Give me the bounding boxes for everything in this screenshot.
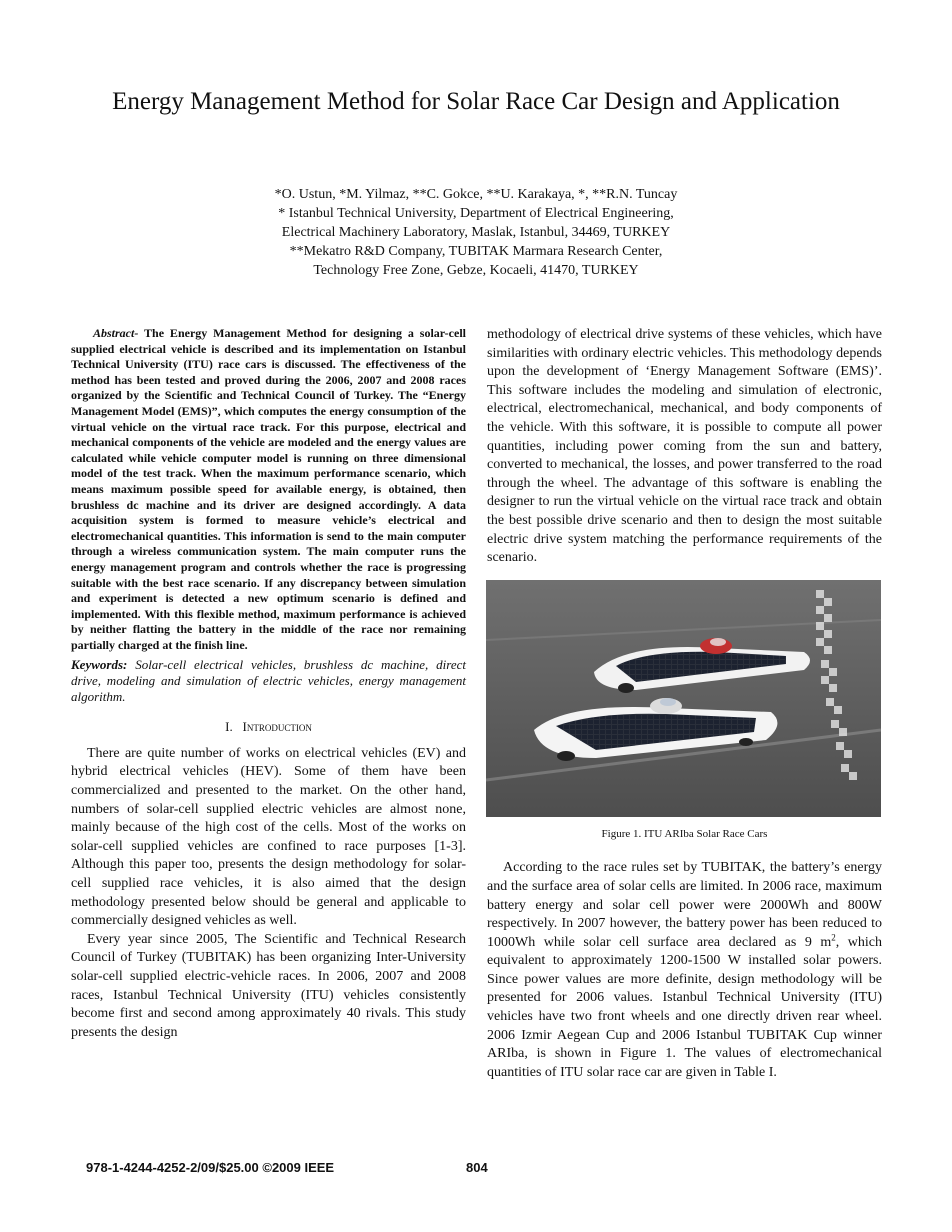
abstract-body: The Energy Management Method for designing a solar-cell supplied electrical vehicle is described and its implementation on Istanbul Technical University (ITU) race cars is discussed. The effectiveness of the method has been tested and proved during the 2006, 2007 and 2008 races organized by the Scientific and Technical Council of Turkey. The “Energy Management Model (EMS)”, which computes the energy consumption of the virtual vehicle on the virtual race track. For this purpose, electrical and mechanical components of the vehicle are modeled and the energy values are calculated while vehicle computer model is running on three dimensional model of the test track. When the maximum performance scenario, which means maximum possible speed for available energy, is obtained, then brushless dc machine and its driver are designed accordingly. A data acquisition system is formed to measure vehicle’s electrical and electromechanical quantities. This information is send to the main computer through a wireless communication system. The main computer runs the energy management program and controls whether the race is progressing suitable with the best race scenario. If any discrepancy between simulation and experiment is detected a new optimum scenario is defined and implemented. With this flexible method, maximum performance is achieved by neither flatting the battery in the middle of the race nor remaining partially charged at the finish line. [71, 326, 466, 652]
copyright-footer: 978-1-4244-4252-2/09/$25.00 ©2009 IEEE [86, 1160, 335, 1175]
section-heading [71, 718, 466, 737]
intro-paragraph: There are quite number of works on electrical vehicles (EV) and hybrid electrical vehicles (HEV). Some of them have been commercialized and presented to the market. On the other hand, numbers of solar-cell supplied electric vehicles are almost none, mainly because of the high cost of the cells. Most of the works on solar-cell supplied vehicles are confined to race purposes [1-3]. Although this paper too, presents the design methodology for solar-cell supplied race vehicles, it is also aimed that the design methodology presented below should be general and applicable to commercially designed vehicles as well. [71, 745, 466, 929]
section-title: Introduction [242, 719, 312, 735]
keywords-text: Solar-cell electrical vehicles, brushless dc machine, direct drive, modeling and simulation of electric vehicles, energy management algorithm. [71, 657, 466, 704]
section-number: I. [225, 719, 233, 735]
keywords-label: Keywords: [71, 657, 128, 673]
abstract [71, 326, 466, 653]
body-paragraph: methodology of electrical drive systems of these vehicles, which have similarities with ordinary electric vehicles. This methodology depends upon the development of ‘Energy Management Software (EMS)’. This software includes the modeling and simulation of electronic, electrical, electromechanical, mechanical, and body components of the vehicle. With this software, it is possible to compute all power quantities, including power coming from the sun and battery, converted to mechanical, the losses, and power transferred to the road through the wheel. The advantage of this software is enabling the designer to run the virtual vehicle on the virtual race track and obtain the best possible drive scenario and then to design the most suitable electric drive system matching the performance requirements of the scenario. [487, 327, 882, 566]
abstract-label: Abstract- [93, 326, 139, 340]
left-column [71, 326, 466, 1042]
figure-solar-cars-photo [486, 580, 881, 817]
author-block [150, 185, 802, 280]
keywords [71, 657, 466, 704]
superscript: 2 [831, 932, 836, 943]
author-line: *O. Ustun, *M. Yilmaz, **C. Gokce, **U. Karakaya, *, **R.N. Tuncay [274, 187, 678, 202]
right-column [487, 326, 882, 1082]
affiliation-line: Technology Free Zone, Gebze, Kocaeli, 41470, TURKEY [313, 263, 639, 278]
affiliation-line: **Mekatro R&D Company, TUBITAK Marmara Research Center, [289, 244, 663, 259]
intro-paragraph: Every year since 2005, The Scientific and Technical Research Council of Turkey (TUBITAK) has been organizing Inter-University solar-cell supplied electric-vehicle races. In 2006, 2007 and 2008 races, Istanbul Technical University (ITU) vehicles consistently become first and second among approximately 40 rivals. This study presents the design [71, 931, 466, 1040]
affiliation-line: * Istanbul Technical University, Department of Electrical Engineering, [278, 206, 674, 221]
figure-caption: Figure 1. ITU ARIba Solar Race Cars [601, 827, 768, 840]
body-text: , which equivalent to approximately 1200-1500 W installed solar powers. Since power values are more definite, design methodology will be presented for 2006 values. Istanbul Technical University (ITU) vehicles have two front wheels and one directly driven rear wheel. 2006 Izmir Aegean Cup and 2006 Istanbul TUBITAK Cup winner ARIba, is shown in Figure 1. The values of electromechanical quantities of ITU solar race car are given in Table I. [487, 934, 882, 1080]
paper-title: Energy Management Method for Solar Race Car Design and Application [112, 88, 840, 115]
body-paragraph [487, 859, 882, 1082]
affiliation-line: Electrical Machinery Laboratory, Maslak, Istanbul, 34469, TURKEY [281, 225, 671, 240]
page-number: 804 [466, 1160, 488, 1175]
body-text: According to the race rules set by TUBITAK, the battery’s energy and the surface area of solar cells are limited. In 2006 race, maximum battery energy and solar cell power were 2000Wh and 800W respectively. In 2007 however, the battery power has been reduced to 1000Wh while solar cell surface area declared as 9 m [487, 860, 882, 950]
solar-cars-illustration [486, 580, 881, 817]
